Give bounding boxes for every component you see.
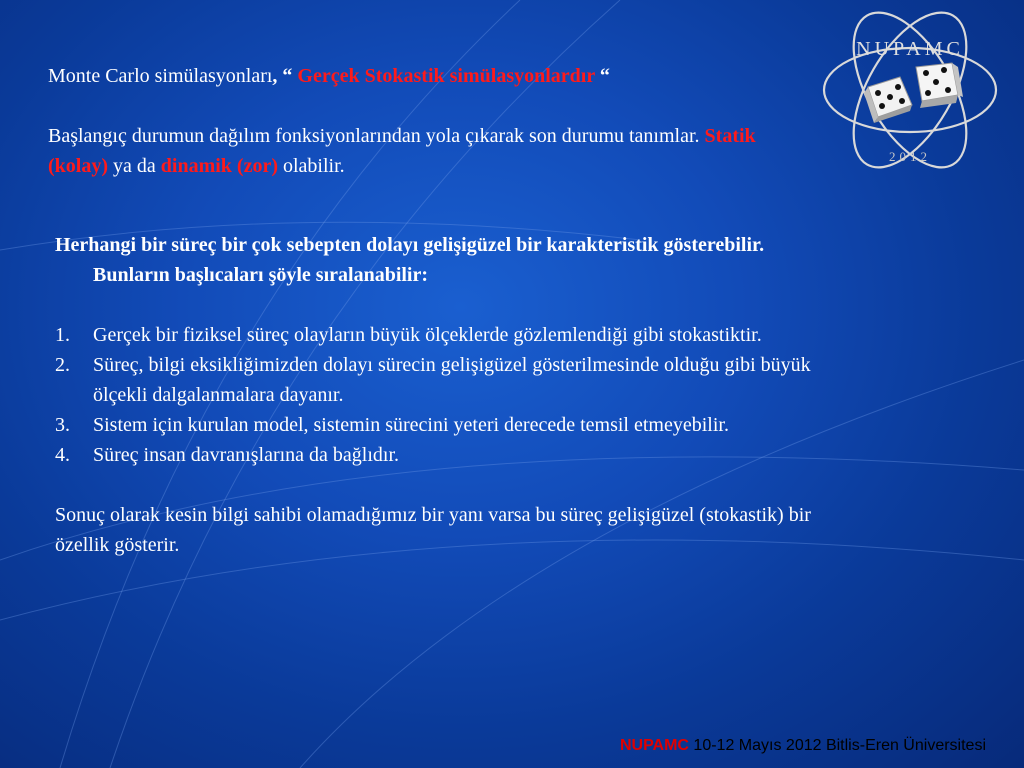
intro-line1 xyxy=(48,61,808,91)
logo-year: 2012 xyxy=(889,149,931,164)
list-text: Süreç, bilgi eksikliğimizden dolayı sürecin gelişigüzel gösterilmesinde olduğu gibi büyük ölçekli dalgalanmalara dayanır. xyxy=(93,354,811,406)
logo-title: NUPAMC xyxy=(856,38,964,60)
list-text: Süreç insan davranışlarına da bağlıdır. xyxy=(93,444,400,466)
list-number: 2. xyxy=(55,354,70,376)
footer xyxy=(620,737,986,755)
static-highlight: Statik (kolay) xyxy=(48,125,756,177)
dynamic-highlight: dinamik (zor) xyxy=(160,155,278,177)
footer-text: 10-12 Mayıs 2012 Bitlis-Eren Üniversitesi xyxy=(688,737,986,754)
para2-end: olabilir. xyxy=(277,155,345,177)
nupamc-logo xyxy=(820,5,1000,175)
intro-prefix: Monte Carlo simülasyonları xyxy=(48,65,273,87)
list-text: Sistem için kurulan model, sistemin sürecini yeteri derecede temsil etmeyebilir. xyxy=(93,414,729,436)
list-item xyxy=(55,320,845,350)
list-number: 1. xyxy=(55,324,70,346)
intro-highlight: Gerçek Stokastik simülasyonlardır xyxy=(297,65,595,87)
list-text: Gerçek bir fiziksel süreç olayların büyük ölçeklerde gözlemlendiği gibi stokastiktir. xyxy=(93,324,762,346)
body-heading: Herhangi bir süreç bir çok sebepten dolayı gelişigüzel bir karakteristik gösterebilir. Bunların başlıcaları şöyle sıralanabilir: xyxy=(55,234,765,286)
quote-close: “ xyxy=(594,65,610,87)
intro-paragraph2 xyxy=(48,121,808,181)
quote-open: , “ xyxy=(272,65,298,87)
list-number: 4. xyxy=(55,444,70,466)
list-item xyxy=(55,350,845,410)
list-item xyxy=(55,440,845,470)
list-item xyxy=(55,410,845,440)
footer-brand: NUPAMC xyxy=(619,737,689,754)
body-section xyxy=(55,230,845,560)
list-number: 3. xyxy=(55,414,70,436)
para2-text: Başlangıç durumun dağılım fonksiyonlarından yola çıkarak son durumu tanımlar. xyxy=(48,125,705,147)
conclusion: Sonuç olarak kesin bilgi sahibi olamadığımız bir yanı varsa bu süreç gelişigüzel (stokastik) bir özellik gösterir. xyxy=(55,504,811,556)
dice-icon xyxy=(864,63,963,123)
para2-mid: ya da xyxy=(108,155,161,177)
intro-section xyxy=(48,61,808,181)
